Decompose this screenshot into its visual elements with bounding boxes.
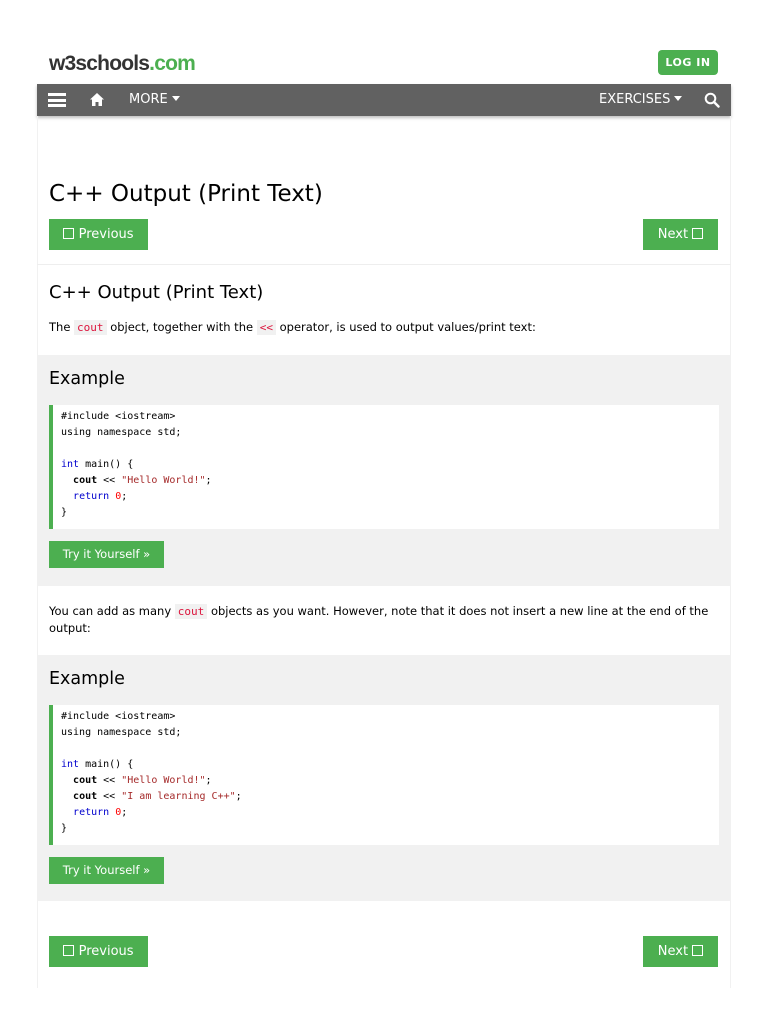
inline-code: cout	[175, 604, 208, 619]
try-it-yourself-button[interactable]: Try it Yourself »	[49, 857, 164, 884]
section-heading: C++ Output (Print Text)	[49, 282, 264, 303]
next-button[interactable]: Next	[643, 219, 718, 250]
navbar	[37, 84, 731, 116]
code-block: #include <iostream> using namespace std; int main() { cout << "Hello World!"; cout << "I am learning C++"; return 0; }	[49, 705, 719, 845]
top-bar	[0, 0, 768, 84]
next-button-bottom[interactable]: Next	[643, 936, 718, 967]
square-icon	[63, 945, 74, 956]
code-block: #include <iostream> using namespace std; int main() { cout << "Hello World!"; return 0; }	[49, 405, 719, 529]
nav-exercises[interactable]: EXERCISES	[599, 84, 682, 116]
example-box	[37, 655, 731, 901]
hamburger-icon[interactable]	[48, 93, 66, 107]
example-box	[37, 355, 731, 586]
previous-button-bottom[interactable]: Previous	[49, 936, 148, 967]
w3schools-logo[interactable]: w3schools.com	[49, 52, 195, 75]
nav-more[interactable]: MORE	[129, 84, 180, 116]
home-icon[interactable]	[89, 92, 105, 111]
try-it-yourself-button[interactable]: Try it Yourself »	[49, 541, 164, 568]
square-icon	[692, 945, 703, 956]
mid-paragraph: You can add as many cout objects as you want. However, note that it does not insert a new line at the end of the output:	[49, 604, 709, 635]
caret-down-icon	[172, 96, 180, 101]
intro-paragraph: The cout object, together with the << operator, is used to output values/print text:	[49, 320, 536, 334]
page-title: C++ Output (Print Text)	[49, 181, 323, 207]
previous-button[interactable]: Previous	[49, 219, 148, 250]
square-icon	[692, 228, 703, 239]
inline-code: <<	[257, 320, 276, 335]
example-title: Example	[49, 369, 125, 389]
divider	[37, 264, 731, 265]
square-icon	[63, 228, 74, 239]
search-icon[interactable]	[704, 92, 720, 112]
inline-code: cout	[74, 320, 107, 335]
login-button[interactable]: LOG IN	[658, 50, 718, 75]
caret-down-icon	[674, 96, 682, 101]
example-title: Example	[49, 669, 125, 689]
